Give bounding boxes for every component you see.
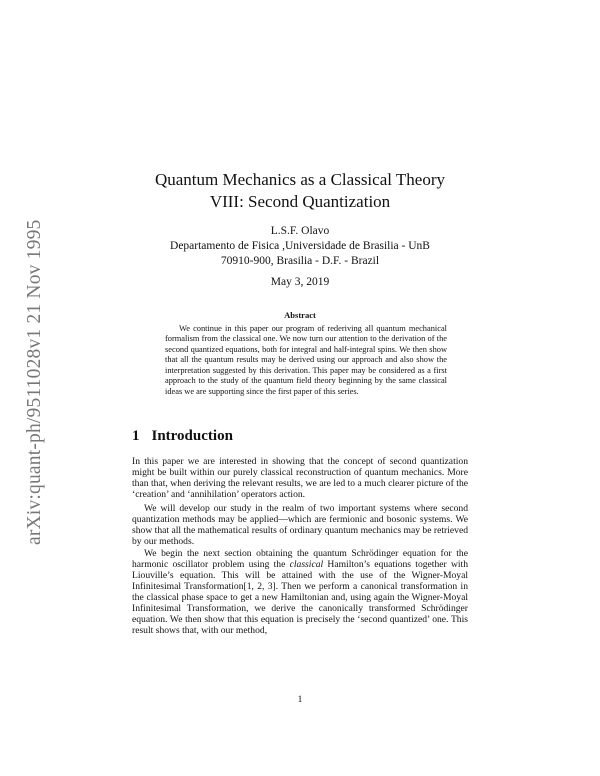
paper-date: May 3, 2019 <box>270 276 330 288</box>
intro-paragraph-1: In this paper we are interested in showing that the concept of second quantization might be built within our purely classical reconstruction of quantum mechanics. More than that, when deriving the relevant results, we are led to a much clearer picture of the ‘creation’ and ‘annihilation’ operators action. <box>132 456 468 501</box>
para3-rest: Hamilton’s equations together with Liouville’s equation. This will be attained with the use of the Wigner-Moyal Infinitesimal Transformation[1, 2, 3]. Then we perform a canonical transformation in the classical phase space to get a new Hamiltonian and, using again the Wigner-Moyal Infinitesimal Transformation, we derive the canonically transformed Schrödinger equation. We then show that this equation is precisely the ‘second quantized’ one. This result shows that, with our method, <box>132 559 469 637</box>
page-number: 1 <box>297 695 303 705</box>
affiliation-line1: Departamento de Fisica ,Universidade de Brasilia - UnB <box>170 240 430 252</box>
section-number: 1 <box>132 428 140 444</box>
intro-paragraph-2: We will develop our study in the realm of two important systems where second quantization methods may be applied—which are fermionic and bosonic systems. We show that all the mathematical results of ordinary quantum mechanics may be retrieved by our methods. <box>132 503 468 548</box>
para3-start: We begin the next section obtaining the quantum Schrödinger equation for the harmonic oscillator problem using the <box>132 548 468 571</box>
arxiv-identifier: arXiv:quant-ph/9511028v1 21 Nov 1995 <box>24 219 45 545</box>
section-title: Introduction <box>151 428 233 444</box>
author-name: L.S.F. Olavo <box>270 225 330 237</box>
para3-emphasis: classical <box>289 559 324 571</box>
intro-paragraph-3 <box>132 548 468 636</box>
abstract-heading: Abstract <box>284 310 316 320</box>
abstract-text: We continue in this paper our program of rederiving all quantum mechanical formalism from the classical one. We now turn our attention to the derivation of the second quantized equations, both for integral and half-integral spins. We then show that all the quantum results may be derived using our approach and also show the interpretation suggested by this derivation. This paper may be considered as a first approach to the study of the quantum field theory beginning by the same classical ideas we are supporting since the first paper of this series. <box>165 324 447 396</box>
affiliation-line2: 70910-900, Brasilia - D.F. - Brazil <box>220 255 380 267</box>
paper-title-line1: Quantum Mechanics as a Classical Theory <box>154 170 446 189</box>
paper-title-line2: VIII: Second Quantization <box>209 192 391 211</box>
section-heading <box>132 428 233 445</box>
